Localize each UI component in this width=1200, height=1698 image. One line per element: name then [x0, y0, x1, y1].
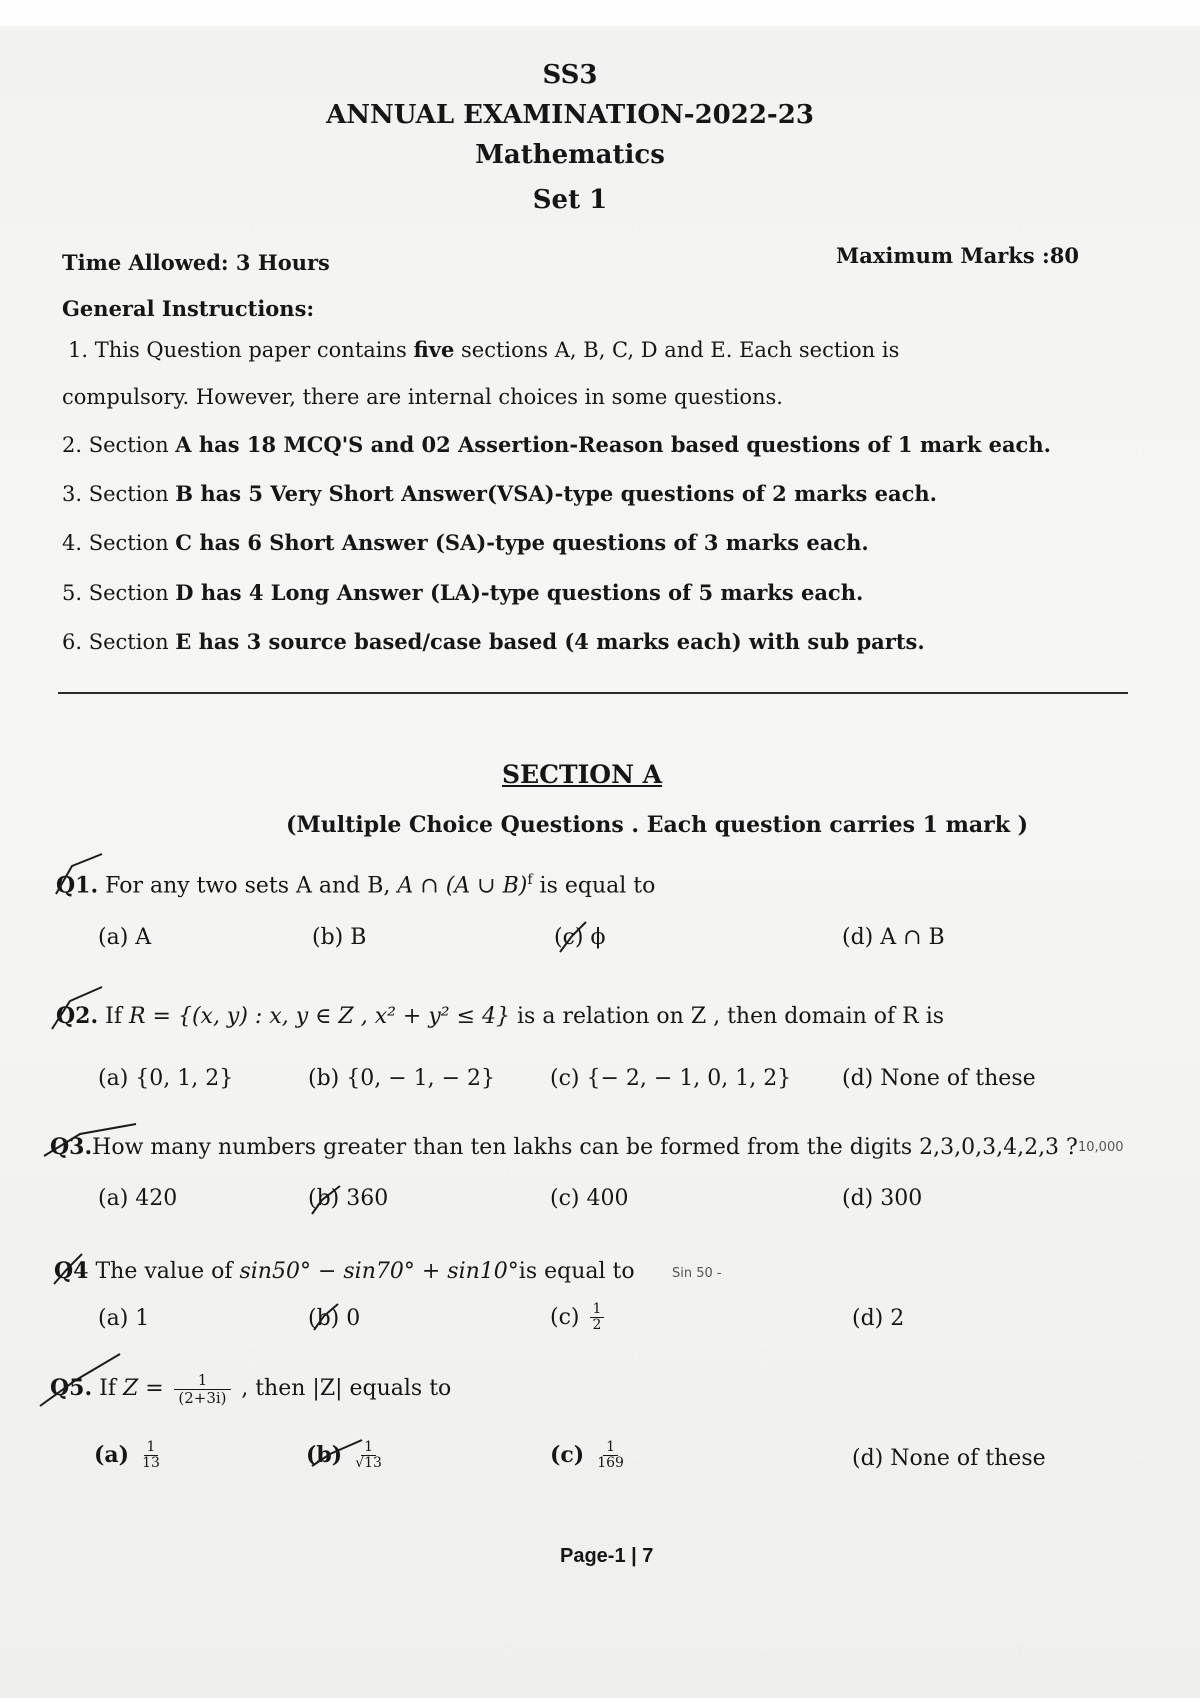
fraction: $\frac{1}{169}$	[597, 1439, 624, 1472]
q5-option-d[interactable]: (d) None of these	[852, 1446, 1046, 1471]
q1-option-b[interactable]: (b) B	[312, 925, 367, 950]
question-number: Q5.	[50, 1375, 93, 1401]
max-marks: Maximum Marks :80	[836, 243, 1079, 268]
q1-option-a[interactable]: (a) A	[98, 925, 152, 950]
question-4: Q4 The value of sin50° − sin70° + sin10°is equal to	[54, 1258, 635, 1284]
instruction-5: 5. Section D has 4 Long Answer (LA)-type questions of 5 marks each.	[62, 580, 864, 605]
fraction: $\frac{1}{(2+3i)}$	[174, 1372, 232, 1406]
q2-option-a[interactable]: (a) {0, 1, 2}	[98, 1066, 234, 1091]
q1-option-d[interactable]: (d) A ∩ B	[842, 925, 945, 950]
question-number: Q4	[54, 1258, 89, 1284]
time-allowed: Time Allowed: 3 Hours	[62, 250, 330, 275]
section-subtitle: (Multiple Choice Questions . Each question carries 1 mark )	[286, 812, 1029, 838]
pen-tick-mark	[50, 1250, 90, 1290]
instruction-2: 2. Section A has 18 MCQ'S and 02 Assertion-Reason based questions of 1 mark each.	[62, 432, 1051, 457]
instruction-6: 6. Section E has 3 source based/case based (4 marks each) with sub parts.	[62, 629, 925, 654]
instruction-1-continued: compulsory. However, there are internal choices in some questions.	[62, 385, 783, 409]
q5-option-a[interactable]: (a) $\frac{1}{13}$	[94, 1440, 166, 1472]
question-5: Q5. If Z = $\frac{1}{(2+3i)}$ , then |Z| equals to	[50, 1371, 452, 1407]
pen-tick-mark	[50, 852, 110, 902]
q2-option-c[interactable]: (c) {− 2, − 1, 0, 1, 2}	[550, 1066, 792, 1091]
divider-line	[58, 692, 1128, 694]
pen-tick-mark	[48, 985, 108, 1035]
question-number: Q3.	[50, 1134, 93, 1160]
question-2: Q2. If R = {(x, y) : x, y ∈ Z , x² + y² ≤ 4} is a relation on Z , then domain of R is	[56, 1003, 945, 1029]
question-number: Q2.	[56, 1003, 99, 1029]
pen-tick-mark	[552, 918, 592, 958]
instruction-4: 4. Section C has 6 Short Answer (SA)-type questions of 3 marks each.	[62, 530, 869, 555]
q3-option-a[interactable]: (a) 420	[98, 1186, 178, 1211]
q1-option-c[interactable]: (c) ϕ	[554, 925, 606, 950]
set-label: Set 1	[532, 185, 608, 215]
q2-option-d[interactable]: (d) None of these	[842, 1066, 1036, 1091]
pen-tick-mark	[306, 1432, 366, 1472]
handwritten-note: Sin 50 -	[672, 1266, 722, 1281]
instruction-3: 3. Section B has 5 Very Short Answer(VSA)-type questions of 2 marks each.	[62, 481, 937, 506]
q4-option-b[interactable]: (b) 0	[308, 1306, 361, 1331]
fraction: $\frac{1}{2}$	[590, 1302, 605, 1334]
q3-option-b[interactable]: (b) 360	[308, 1186, 389, 1211]
class-label: SS3	[542, 60, 598, 90]
page-number: Page-1 | 7	[560, 1545, 654, 1567]
question-3: Q3.How many numbers greater than ten lakhs can be formed from the digits 2,3,0,3,4,2,3 ?	[50, 1134, 1078, 1160]
question-1: Q1. For any two sets A and B, A ∩ (A ∪ B)$^f$ is equal to	[56, 872, 656, 899]
pen-tick-mark	[40, 1120, 140, 1160]
instructions-heading: General Instructions:	[62, 296, 315, 321]
q3-option-d[interactable]: (d) 300	[842, 1186, 923, 1211]
q2-option-b[interactable]: (b) {0, − 1, − 2}	[308, 1066, 496, 1091]
section-title: SECTION A	[502, 760, 663, 789]
q5-option-c[interactable]: (c) $\frac{1}{169}$	[550, 1440, 630, 1472]
instruction-1: 1. This Question paper contains five sections A, B, C, D and E. Each section is	[68, 337, 900, 362]
fraction: $\frac{1}{√13}$	[355, 1439, 382, 1472]
pen-tick-mark	[308, 1300, 344, 1336]
subject-title: Mathematics	[475, 140, 665, 170]
q3-option-c[interactable]: (c) 400	[550, 1186, 629, 1211]
question-number: Q1.	[56, 872, 99, 899]
pen-tick-mark	[36, 1350, 126, 1410]
q4-option-a[interactable]: (a) 1	[98, 1306, 150, 1331]
pen-tick-mark	[306, 1182, 346, 1218]
exam-title: ANNUAL EXAMINATION-2022-23	[326, 100, 814, 130]
q5-option-b[interactable]: (b) $\frac{1}{√13}$	[306, 1440, 388, 1472]
handwritten-note: 10,000	[1078, 1140, 1124, 1155]
q4-option-c[interactable]: (c) $\frac{1}{2}$	[550, 1302, 607, 1334]
fraction: $\frac{1}{13}$	[142, 1439, 160, 1472]
q4-option-d[interactable]: (d) 2	[852, 1306, 905, 1331]
